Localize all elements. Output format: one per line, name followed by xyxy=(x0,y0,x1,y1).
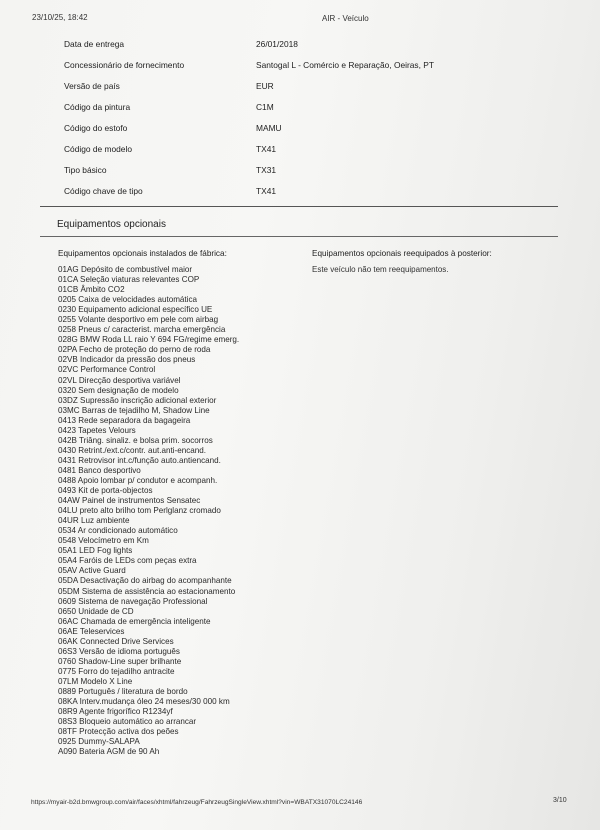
factory-options-list xyxy=(58,265,304,757)
option-item: 03DZ Supressão inscrição adicional exterior xyxy=(58,395,217,405)
info-row xyxy=(64,144,544,165)
option-item: 07LM Modelo X Line xyxy=(58,676,133,686)
option-item: 0925 Dummy-SALAPA xyxy=(58,737,140,747)
option-item: 01AG Depósito de combustível maior xyxy=(58,265,193,274)
option-item: 0423 Tapetes Velours xyxy=(58,425,136,435)
option-item: 02VB Indicador da pressão dos pneus xyxy=(58,355,196,365)
info-value: TX41 xyxy=(256,186,277,196)
info-row xyxy=(64,102,544,123)
option-item: 05DA Desactivação do airbag do acompanhante xyxy=(58,576,232,586)
retrofit-options-title: Equipamentos opcionais reequipados à posterior: xyxy=(312,249,492,258)
info-label: Código da pintura xyxy=(64,102,131,112)
option-item: 0760 Shadow-Line super brilhante xyxy=(58,656,182,666)
print-title: AIR - Veículo xyxy=(322,14,369,23)
info-label: Código do estofo xyxy=(64,123,128,133)
info-label: Código de modelo xyxy=(64,144,132,154)
option-item: 08KA Interv.mudança óleo 24 meses/30 000 km xyxy=(58,697,230,707)
info-label: Versão de país xyxy=(64,81,120,91)
option-item: 04LU preto alto brilho tom Perlglanz cromado xyxy=(58,506,221,516)
divider xyxy=(40,206,558,207)
page-number: 3/10 xyxy=(553,797,567,804)
option-item: 0481 Banco desportivo xyxy=(58,465,141,475)
option-item: 0548 Velocímetro em Km xyxy=(58,536,149,546)
info-row xyxy=(64,39,544,60)
option-item: 05A4 Faróis de LEDs com peças extra xyxy=(58,556,197,566)
info-label: Código chave de tipo xyxy=(64,186,143,196)
retrofit-options-column xyxy=(312,249,552,274)
vehicle-info-table xyxy=(64,39,544,207)
info-label: Tipo básico xyxy=(64,165,107,175)
option-item: 05DM Sistema de assistência ao estacionamento xyxy=(58,586,236,596)
option-item: 06AK Connected Drive Services xyxy=(58,636,174,646)
option-item: 08R9 Agente frigorífico R1234yf xyxy=(58,707,173,717)
option-item: 0889 Português / literatura de bordo xyxy=(58,686,188,696)
option-item: 0230 Equipamento adicional específico UE xyxy=(58,305,213,315)
option-item: 06S3 Versão de idioma português xyxy=(58,646,180,656)
option-item: 0775 Forro do tejadilho antracite xyxy=(58,666,175,676)
info-row xyxy=(64,165,544,186)
info-value: EUR xyxy=(256,81,274,91)
option-item: 08TF Protecção activa dos peões xyxy=(58,727,179,737)
option-item: A090 Bateria AGM de 90 Ah xyxy=(58,747,160,757)
info-value: TX41 xyxy=(256,144,277,154)
option-item: 0534 Ar condicionado automático xyxy=(58,526,178,536)
info-value: MAMU xyxy=(256,123,282,133)
option-item: 0609 Sistema de navegação Professional xyxy=(58,596,208,606)
option-item: 0650 Unidade de CD xyxy=(58,606,134,616)
option-item: 04AW Painel de instrumentos Sensatec xyxy=(58,496,201,506)
option-item: 02VL Direcção desportiva variável xyxy=(58,375,181,385)
option-item: 05AV Active Guard xyxy=(58,566,126,576)
option-item: 05A1 LED Fog lights xyxy=(58,546,133,556)
info-row xyxy=(64,60,544,81)
option-item: 0413 Rede separadora da bagageira xyxy=(58,415,191,425)
info-row xyxy=(64,186,544,207)
divider xyxy=(40,236,558,237)
option-item: 0431 Retrovisor int.c/função auto.antiencand. xyxy=(58,455,221,465)
info-label: Data de entrega xyxy=(64,39,125,49)
option-item: 06AE Teleservices xyxy=(58,626,125,636)
option-item: 06AC Chamada de emergência inteligente xyxy=(58,616,211,626)
info-value: C1M xyxy=(256,102,274,112)
info-label: Concessionário de fornecimento xyxy=(64,60,185,70)
option-item: 01CA Seleção viaturas relevantes COP xyxy=(58,275,200,285)
option-item: 04UR Luz ambiente xyxy=(58,516,130,526)
info-value: Santogal L - Comércio e Reparação, Oeiras, PT xyxy=(256,60,434,70)
print-datetime: 23/10/25, 18:42 xyxy=(32,13,88,22)
info-row xyxy=(64,123,544,144)
option-item: 042B Triâng. sinaliz. e bolsa prim. socorros xyxy=(58,435,213,445)
info-value: TX31 xyxy=(256,165,277,175)
option-item: 02VC Performance Control xyxy=(58,365,156,375)
option-item: 0488 Apoio lombar p/ condutor e acompanh. xyxy=(58,475,218,485)
option-item: 0205 Caixa de velocidades automática xyxy=(58,295,198,305)
option-item: 0255 Volante desportivo em pele com airbag xyxy=(58,315,219,325)
info-value: 26/01/2018 xyxy=(256,39,298,49)
option-item: 0430 Retrint./ext.c/contr. aut.anti-encand. xyxy=(58,445,207,455)
option-item: 01CB Âmbito CO2 xyxy=(58,285,125,295)
retrofit-options-text: Este veículo não tem reequipamentos. xyxy=(312,265,449,274)
info-row xyxy=(64,81,544,102)
option-item: 08S3 Bloqueio automático ao arrancar xyxy=(58,717,197,727)
option-item: 0320 Sem designação de modelo xyxy=(58,385,179,395)
option-item: 03MC Barras de tejadilho M, Shadow Line xyxy=(58,405,210,415)
section-title: Equipamentos opcionais xyxy=(57,219,166,230)
option-item: 02PA Fecho de proteção do perno de roda xyxy=(58,345,211,355)
factory-options-column xyxy=(58,249,304,757)
option-item: 0493 Kit de porta-objectos xyxy=(58,486,153,496)
option-item: 028G BMW Roda LL raio Y 694 FG/regime emerg. xyxy=(58,335,240,345)
footer-url[interactable]: https://myair-b2d.bmwgroup.com/air/faces/xhtml/fahrzeug/FahrzeugSingleView.xhtml?vin=WBATX31070LC24146 xyxy=(31,799,363,806)
factory-options-title: Equipamentos opcionais instalados de fábrica: xyxy=(58,249,227,258)
option-item: 0258 Pneus c/ caracterist. marcha emergência xyxy=(58,325,226,335)
